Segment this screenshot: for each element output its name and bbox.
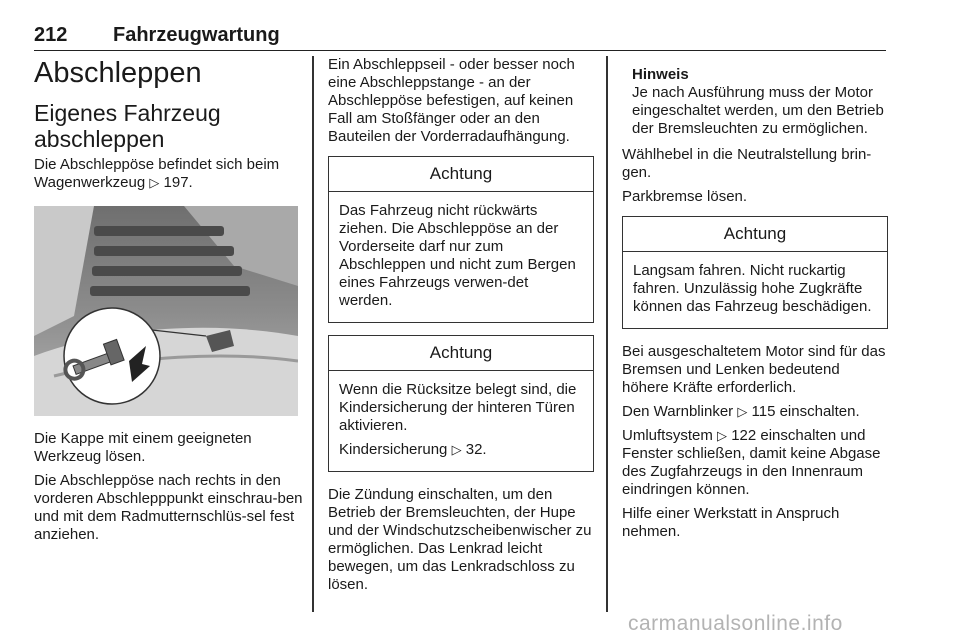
warning-box: [328, 335, 594, 472]
warning-title: Achtung: [623, 217, 887, 252]
subsection-heading: Eigenes Fahrzeug abschleppen: [34, 100, 221, 152]
paragraph: Wählhebel in die Neutralstellung brin-gen.: [622, 146, 872, 181]
tow-eye-illustration: [34, 206, 298, 416]
warning-box: [622, 216, 888, 329]
warning-text: Das Fahrzeug nicht rückwärts ziehen. Die Abschleppöse an der Vorderseite darf nur zum Abschleppen und nicht zum Bergen eines Fahrzeugs verwen-det werden.: [339, 202, 576, 309]
column-divider: [312, 56, 314, 612]
page-reference-icon: ▷: [451, 442, 462, 457]
page-number: 212: [34, 24, 68, 46]
warning-text: Kindersicherung ▷ 32.: [339, 441, 487, 458]
note-title: Hinweis: [632, 66, 689, 83]
page-reference[interactable]: 115 einschalten.: [751, 403, 860, 420]
column-1: [34, 56, 304, 550]
warning-box: [328, 156, 594, 323]
paragraph: Hilfe einer Werkstatt in Anspruch nehmen.: [622, 505, 840, 540]
paragraph: Umluftsystem ▷ 122 einschalten und Fenster schließen, damit keine Abgase des Zugfahrzeugs in den Innenraum eindringen können.: [622, 427, 881, 498]
note-text: Je nach Ausführung muss der Motor eingeschaltet werden, um den Betrieb der Bremsleuchten zu ermöglichen.: [632, 84, 884, 137]
page-reference-icon: ▷: [149, 175, 160, 190]
section-title: Fahrzeugwartung: [113, 24, 280, 46]
page-reference[interactable]: 32.: [465, 441, 487, 458]
column-divider: [606, 56, 608, 612]
page-reference-icon: ▷: [737, 404, 748, 419]
paragraph: Die Zündung einschalten, um den Betrieb der Bremsleuchten, der Hupe und der Windschutzscheibenwischer zu ermöglichen. Das Lenkrad leicht bewegen, um das Lenkradschloss zu lösen.: [328, 486, 592, 593]
paragraph: Die Abschleppöse nach rechts in den vorderen Abschlepppunkt einschrau-ben und mit dem Radmutternschlüs-sel fest anziehen.: [34, 472, 303, 543]
chapter-heading: Abschleppen: [34, 57, 202, 89]
paragraph: Parkbremse lösen.: [622, 188, 748, 205]
watermark: carmanualsonline.info: [628, 612, 843, 635]
paragraph: Die Abschleppöse befindet sich beim Wagenwerkzeug ▷ 197.: [34, 156, 280, 191]
note-block: [622, 66, 888, 138]
warning-title: Achtung: [329, 157, 593, 192]
warning-text: Wenn die Rücksitze belegt sind, die Kindersicherung der hinteren Türen aktivieren.: [339, 381, 577, 434]
column-2: [328, 56, 594, 600]
page-header: [34, 20, 886, 51]
warning-text: Langsam fahren. Nicht ruckartig fahren. Unzulässig hohe Zugkräfte können das Fahrzeug beschädigen.: [633, 262, 872, 315]
paragraph: Die Kappe mit einem geeigneten Werkzeug lösen.: [34, 430, 252, 465]
paragraph: Bei ausgeschaltetem Motor sind für das Bremsen und Lenken bedeutend höhere Kräfte erforderlich.: [622, 343, 886, 396]
page-reference[interactable]: 122 einschalten und Fenster schließen, damit keine Abgase des Zugfahrzeugs in den Innenraum eindringen können.: [622, 427, 881, 498]
paragraph: Den Warnblinker ▷ 115 einschalten.: [622, 403, 860, 420]
page-reference[interactable]: 197.: [163, 174, 193, 191]
warning-title: Achtung: [329, 336, 593, 371]
column-3: [622, 56, 888, 547]
paragraph: Ein Abschleppseil - oder besser noch eine Abschleppstange - an der Abschleppöse befestigen, auf keinen Fall am Stoßfänger oder an den Bauteilen der Vorderradaufhängung.: [328, 56, 575, 145]
page-reference-icon: ▷: [717, 428, 728, 443]
